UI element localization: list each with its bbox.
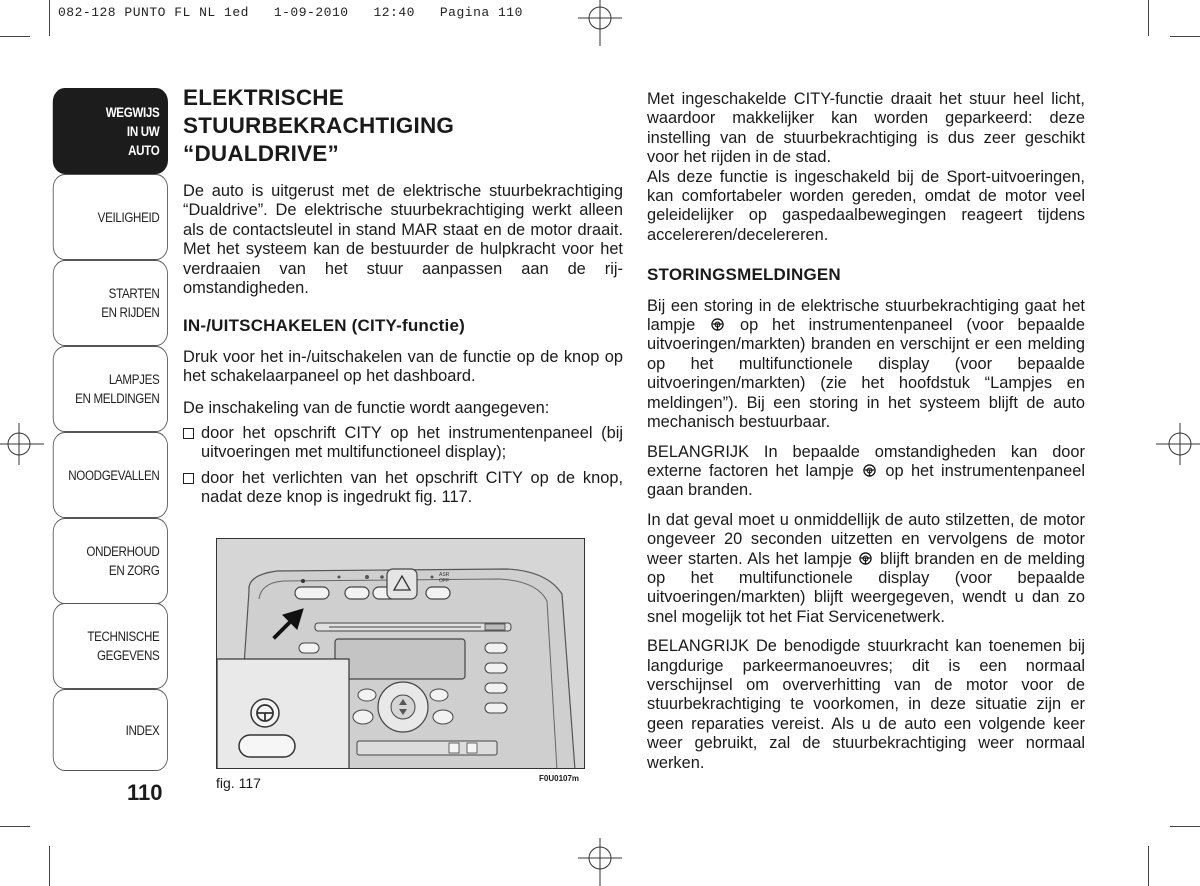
registration-mark-bottom <box>575 838 625 886</box>
checkbox-bullet-icon <box>183 428 194 439</box>
paragraph-storing: Bij een storing in de elektrische stuurbekrachtiging gaat het lampje op het instrumentenpaneel (voor bepaalde uitvoeringen/markten) branden en verschijnt er een melding op het multifunctionele display (voor bepaalde uitvoeringen/markten) (zie het hoofdstuk “Lampjes en meldingen”). Bij een storing in het systeem blijft de auto mechanisch bestuurbaar. <box>647 296 1086 432</box>
print-header: 082-128 PUNTO FL NL 1ed 1-09-2010 12:40 Pagina 110 <box>58 5 523 20</box>
tab-onderhoud-en-zorg[interactable]: ONDERHOUD EN ZORG <box>53 518 168 604</box>
paragraph-belangrijk-2: BELANGRIJK De benodigde stuurkracht kan toenemen bij langdurige parkeermanoeuvres; dit is een normaal verschijnsel om oververhitting van de motor voor de stuurbekrachtiging te voorkomen, in deze situatie zijn er geen reparaties vereist. Als u de auto een volgende keer weer gebruikt, zal de stuurbekrachtiging weer normaal werken. <box>647 637 1085 772</box>
paragraph-stilzetten: In dat geval moet u onmiddellijk de auto stilzetten, de motor ongeveer 20 seconden uitzetten en vervolgens de motor weer starten. Als het lampje blijft branden en de melding op het multifunctionele display (voor bepaalde uitvoeringen/markten) blijft weergegeven, wendt u dan zo snel mogelijk tot het Fiat Servicenetwerk. <box>647 510 1085 626</box>
tab-wegwijs-in-uw-auto[interactable]: WEGWIJS IN UW AUTO <box>53 88 168 174</box>
left-column <box>183 84 623 508</box>
page-title: ELEKTRISCHE STUURBEKRACHTIGING “DUALDRIVE” <box>183 85 455 166</box>
panel-label-asr: ASR <box>439 572 450 578</box>
figure-117-dashboard-panel <box>216 538 585 769</box>
steering-wheel-warning-icon <box>859 552 872 565</box>
list-item: door het verlichten van het opschrift CITY op de knop, nadat deze knop is ingedrukt fig. 117. <box>183 469 623 508</box>
intro-paragraph: De auto is uitgerust met de elektrische stuurbekrachtiging “Dualdrive”. De elektrische stuurbekrachtiging werkt alleen als de contactsleutel in stand MAR staat en de motor draait. Met het systeem kan de bestuurder de hulpkracht voor het verdraaien van het stuur aanpassen aan de rij-omstandigheden. <box>183 182 623 298</box>
section-title-city: IN-/UITSCHAKELEN (CITY-functie) <box>183 316 465 336</box>
tab-veiligheid[interactable]: VEILIGHEID <box>53 174 168 260</box>
paragraph-city-light: Met ingeschakelde CITY-functie draait het stuur heel licht, waardoor makkelijker kan worden geparkeerd: deze instelling van de stuurbekrachtiging is dus zeer geschikt voor het rijden in de stad. <box>647 90 1085 167</box>
figure-code: F0U0107m <box>539 774 580 783</box>
steering-wheel-warning-icon <box>863 464 876 477</box>
panel-label-off: OFF <box>439 578 449 584</box>
section-title-storingsmeldingen: STORINGSMELDINGEN <box>647 265 841 285</box>
tab-lampjes-en-meldingen[interactable]: LAMPJES EN MELDINGEN <box>53 346 168 432</box>
tab-starten-en-rijden[interactable]: STARTEN EN RIJDEN <box>53 260 168 346</box>
paragraph-belangrijk-1: BELANGRIJK In bepaalde omstandigheden kan door externe factoren het lampje op het instrumentenpaneel gaan branden. <box>647 442 1085 500</box>
registration-mark-left <box>0 421 44 467</box>
tab-technische-gegevens[interactable]: TECHNISCHE GEGEVENS <box>53 603 168 689</box>
steering-wheel-warning-icon <box>711 318 724 331</box>
dashboard-illustration <box>217 539 585 769</box>
registration-mark-right <box>1156 421 1200 467</box>
paragraph-indication: De inschakeling van de functie wordt aangegeven: <box>183 398 550 417</box>
list-item: door het opschrift CITY op het instrumentenpaneel (bij uitvoeringen met multifunctioneel display); <box>183 424 623 463</box>
figure-caption: fig. 117 <box>216 775 261 791</box>
paragraph-sport: Als deze functie is ingeschakeld bij de Sport-uitvoeringen, kan comfortabeler worden gereden, omdat de motor veel geleidelijker op gaspedaalbewegingen reageert tijdens accelereren/decelereren. <box>647 167 1085 244</box>
registration-mark-top <box>575 0 625 46</box>
paragraph-toggle: Druk voor het in-/uitschakelen van de functie op de knop op het schakelaarpaneel op het dashboard. <box>183 347 623 386</box>
tab-noodgevallen[interactable]: NOODGEVALLEN <box>53 432 168 518</box>
right-column <box>647 90 1085 773</box>
page-number: 110 <box>127 780 163 805</box>
checkbox-bullet-icon <box>183 473 194 484</box>
tab-index[interactable]: INDEX <box>53 689 168 771</box>
